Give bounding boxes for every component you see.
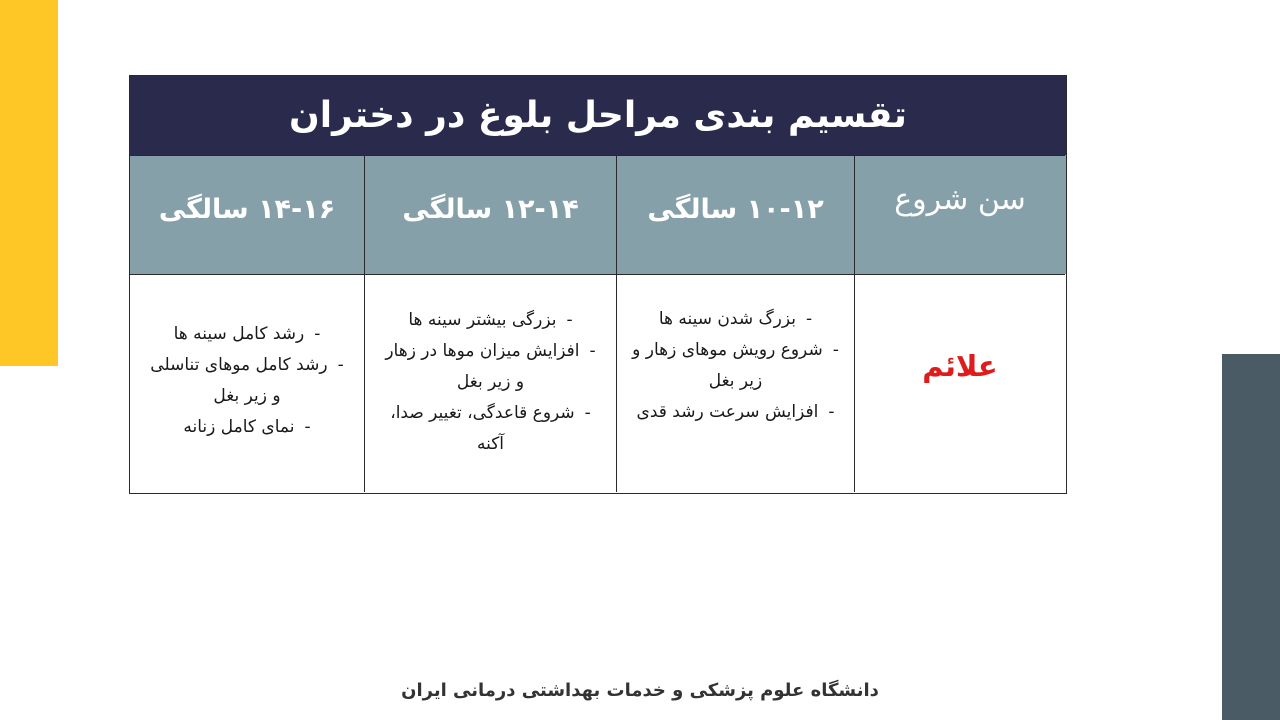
list-item: -بزرگ شدن سینه ها [658, 309, 813, 329]
header-cell-10-12 [616, 155, 854, 274]
left-accent-bar [0, 0, 58, 366]
header-label-14-16: ۱۴-۱۶ سالگی [158, 194, 336, 225]
header-cell-age-start [854, 155, 1065, 274]
header-label-age-start: سن شروع [894, 182, 1026, 217]
header-cell-14-16 [130, 155, 364, 274]
list-item: -افزایش سرعت رشد قدی [636, 402, 835, 422]
table-title: تقسیم بندی مراحل بلوغ در دختران [130, 76, 1066, 155]
signs-list-10-12 [631, 304, 840, 428]
list-item: -رشد کامل موهای تناسلی و زیر بغل [150, 355, 344, 406]
list-item: -شروع قاعدگی، تغییر صدا، آکنه [390, 403, 591, 454]
signs-cell-14-16 [130, 274, 364, 492]
header-cell-12-14 [364, 155, 616, 274]
list-item: -نمای کامل زنانه [183, 417, 311, 437]
footer-institution: دانشگاه علوم پزشکی و خدمات بهداشتی درمانی ایران [401, 680, 879, 701]
signs-list-12-14 [379, 305, 602, 460]
table-signs-row [130, 274, 1066, 492]
signs-row-label: علائم [922, 349, 998, 383]
signs-list-14-16 [144, 319, 350, 443]
table-header-row [130, 155, 1066, 274]
signs-cell-10-12 [616, 274, 854, 492]
signs-label-cell [854, 274, 1065, 492]
list-item: -بزرگی بیشتر سینه ها [408, 310, 573, 330]
right-accent-bar [1222, 354, 1280, 720]
signs-cell-12-14 [364, 274, 616, 492]
list-item: -شروع رویش موهای زهار و زیر بغل [632, 340, 839, 391]
puberty-stages-table [129, 75, 1067, 494]
list-item: -رشد کامل سینه ها [173, 324, 321, 344]
list-item: -افزایش میزان موها در زهار و زیر بغل [385, 341, 596, 392]
header-label-12-14: ۱۲-۱۴ سالگی [402, 194, 579, 225]
header-label-10-12: ۱۰-۱۲ سالگی [647, 194, 824, 225]
